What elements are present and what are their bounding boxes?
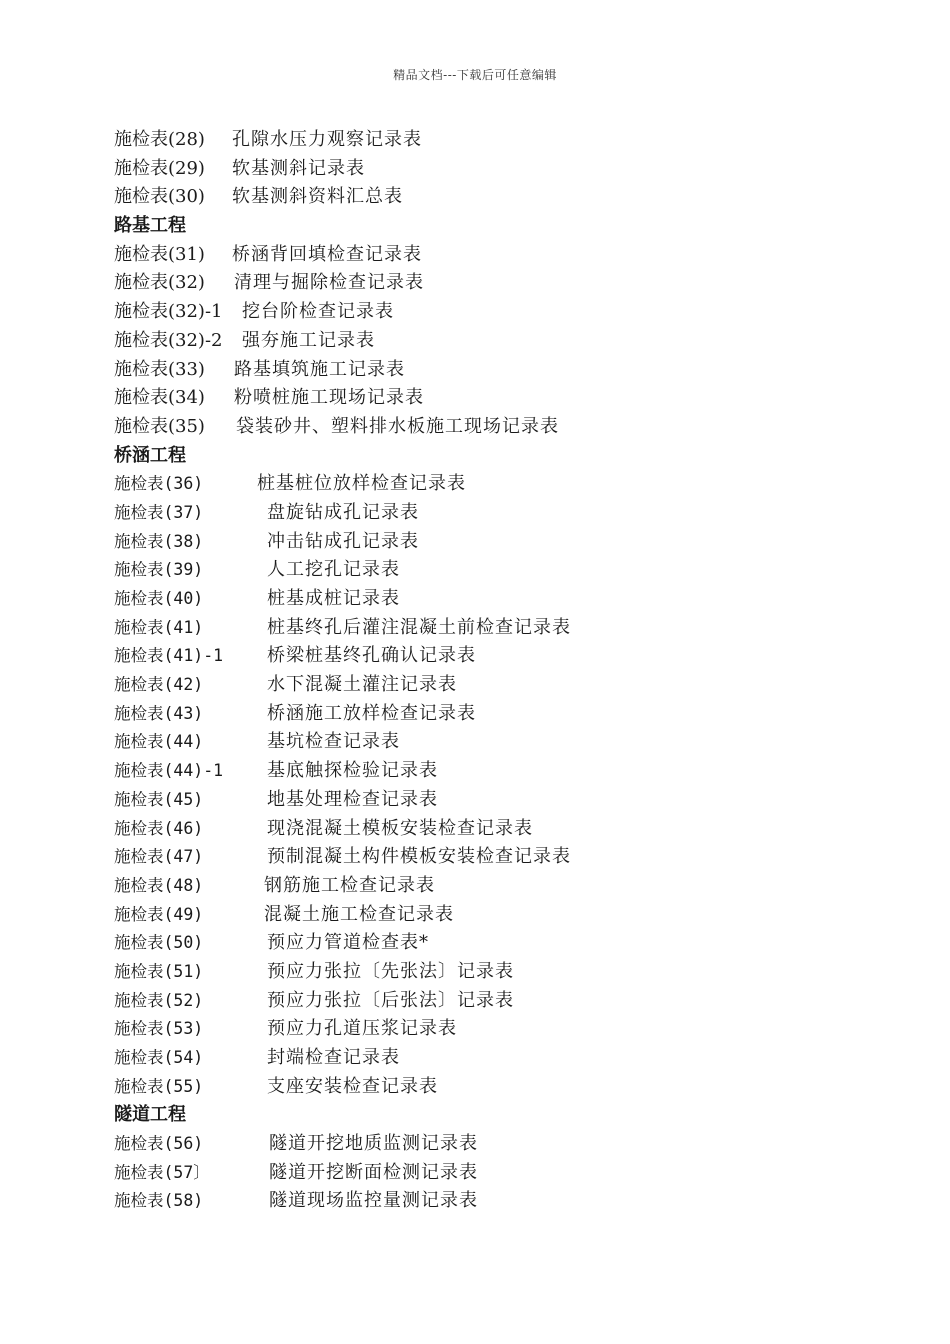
form-title: 路基填筑施工记录表: [234, 358, 405, 380]
form-code: 施检表(43): [114, 703, 204, 723]
form-code: 施检表(42): [114, 675, 204, 695]
form-code: 施检表(56): [114, 1134, 204, 1154]
form-title: 隧道现场监控量测记录表: [269, 1190, 478, 1212]
form-code: 施检表(44)-1: [114, 761, 224, 781]
form-entry: [114, 585, 874, 614]
form-title: 预应力孔道压浆记录表: [267, 1018, 457, 1040]
form-entry: [114, 642, 874, 671]
form-title: 预应力管道检查表*: [267, 932, 429, 954]
form-code: 施检表(51): [114, 961, 204, 981]
form-code: 施检表(41)-1: [114, 646, 224, 666]
form-entry: [114, 1159, 874, 1188]
form-title: 基坑检查记录表: [267, 731, 400, 753]
page-header: 精品文档---下载后可任意编辑: [393, 68, 557, 82]
form-entry: [114, 528, 874, 557]
form-title: 袋装砂井、塑料排水板施工现场记录表: [236, 415, 559, 437]
form-code: 施检表(54): [114, 1048, 204, 1067]
form-code: 施检表(49): [114, 904, 204, 924]
form-code: 施检表(46): [114, 818, 204, 838]
form-title: 桩基桩位放样检查记录表: [257, 473, 466, 495]
form-code: 施检表(32)-2: [114, 329, 223, 351]
form-title: 隧道开挖断面检测记录表: [269, 1161, 478, 1183]
section-heading: 桥涵工程: [114, 444, 186, 466]
form-title: 封端检查记录表: [267, 1047, 400, 1068]
form-entry: [114, 1015, 874, 1044]
form-title: 支座安装检查记录表: [267, 1075, 438, 1097]
form-title: 清理与掘除检查记录表: [234, 272, 424, 294]
form-code: 施检表(55): [114, 1076, 204, 1096]
form-title: 隧道开挖地质监测记录表: [269, 1133, 478, 1155]
form-title: 钢筋施工检查记录表: [264, 874, 435, 896]
form-entry: [114, 155, 874, 184]
form-code: 施检表(45): [114, 789, 204, 809]
form-entry: [114, 556, 874, 585]
form-title: 软基测斜资料汇总表: [232, 186, 403, 208]
form-title: 混凝土施工检查记录表: [264, 903, 454, 925]
form-code: 施检表(40): [114, 589, 204, 608]
form-title: 桩基终孔后灌注混凝土前检查记录表: [267, 616, 571, 638]
form-title: 软基测斜记录表: [232, 157, 365, 179]
form-entry: [114, 843, 874, 872]
form-code: 施检表(33): [114, 358, 205, 380]
form-entry: [114, 671, 874, 700]
form-title: 预应力张拉〔先张法〕记录表: [267, 960, 514, 982]
section-heading: 隧道工程: [114, 1104, 186, 1126]
form-code: 施检表(37): [114, 502, 204, 522]
form-entry: [114, 499, 874, 528]
form-code: 施检表(35): [114, 415, 205, 437]
form-code: 施检表(34): [114, 387, 205, 409]
form-entry: [114, 901, 874, 930]
form-code: 施检表(48): [114, 875, 204, 895]
form-entry: [114, 958, 874, 987]
form-code: 施检表(38): [114, 531, 204, 551]
form-title: 水下混凝土灌注记录表: [267, 674, 457, 696]
form-title: 人工挖孔记录表: [267, 559, 400, 581]
form-title: 现浇混凝土模板安装检查记录表: [267, 817, 533, 839]
form-entry: [114, 126, 874, 155]
form-code: 施检表(44): [114, 732, 204, 752]
form-entry: [114, 700, 874, 729]
form-entry: [114, 327, 874, 356]
form-code: 施检表(32)-1: [114, 301, 223, 323]
form-code: 施检表(47): [114, 847, 204, 867]
form-title: 预制混凝土构件模板安装检查记录表: [267, 846, 571, 868]
form-title: 桥涵背回填检查记录表: [232, 243, 422, 265]
form-title: 预应力张拉〔后张法〕记录表: [267, 989, 514, 1011]
form-entry: [114, 413, 874, 442]
form-entry: [114, 298, 874, 327]
form-code: 施检表(52): [114, 990, 204, 1010]
form-code: 施检表(30): [114, 186, 205, 208]
form-code: 施检表(36): [114, 474, 204, 494]
form-title: 基底触探检验记录表: [267, 760, 438, 782]
form-title: 桩基成桩记录表: [267, 588, 400, 609]
form-entry: [114, 1130, 874, 1159]
form-code: 施检表(57〕: [114, 1162, 210, 1182]
form-entry: [114, 1187, 874, 1216]
form-entry: [114, 872, 874, 901]
form-entry: [114, 470, 874, 499]
section-heading: 路基工程: [114, 215, 186, 237]
form-title: 孔隙水压力观察记录表: [232, 129, 422, 150]
form-entry: [114, 269, 874, 298]
form-code: 施检表(29): [114, 157, 205, 179]
form-code: 施检表(31): [114, 243, 205, 265]
form-entry: [114, 786, 874, 815]
form-title: 粉喷桩施工现场记录表: [234, 387, 424, 409]
form-code: 施检表(32): [114, 272, 205, 294]
form-entry: [114, 384, 874, 413]
form-list: [114, 126, 874, 1216]
form-entry: [114, 614, 874, 643]
form-title: 盘旋钻成孔记录表: [267, 501, 419, 523]
form-code: 施检表(28): [114, 129, 205, 150]
form-code: 施检表(58): [114, 1191, 204, 1211]
form-title: 地基处理检查记录表: [267, 788, 438, 810]
form-entry: [114, 241, 874, 270]
form-entry: [114, 757, 874, 786]
form-entry: [114, 987, 874, 1016]
document-body: [114, 126, 874, 1216]
form-code: 施检表(41): [114, 617, 204, 637]
form-entry: [114, 1073, 874, 1102]
form-entry: [114, 1044, 874, 1073]
form-title: 桥梁桩基终孔确认记录表: [267, 645, 476, 667]
form-entry: [114, 815, 874, 844]
form-code: 施检表(39): [114, 560, 204, 580]
form-entry: [114, 183, 874, 212]
form-title: 强夯施工记录表: [242, 329, 375, 351]
form-code: 施检表(50): [114, 933, 204, 953]
form-title: 桥涵施工放样检查记录表: [267, 702, 476, 724]
form-code: 施检表(53): [114, 1019, 204, 1039]
form-title: 挖台阶检查记录表: [242, 301, 394, 323]
form-entry: [114, 929, 874, 958]
form-entry: [114, 356, 874, 385]
form-entry: [114, 728, 874, 757]
form-title: 冲击钻成孔记录表: [267, 530, 419, 552]
